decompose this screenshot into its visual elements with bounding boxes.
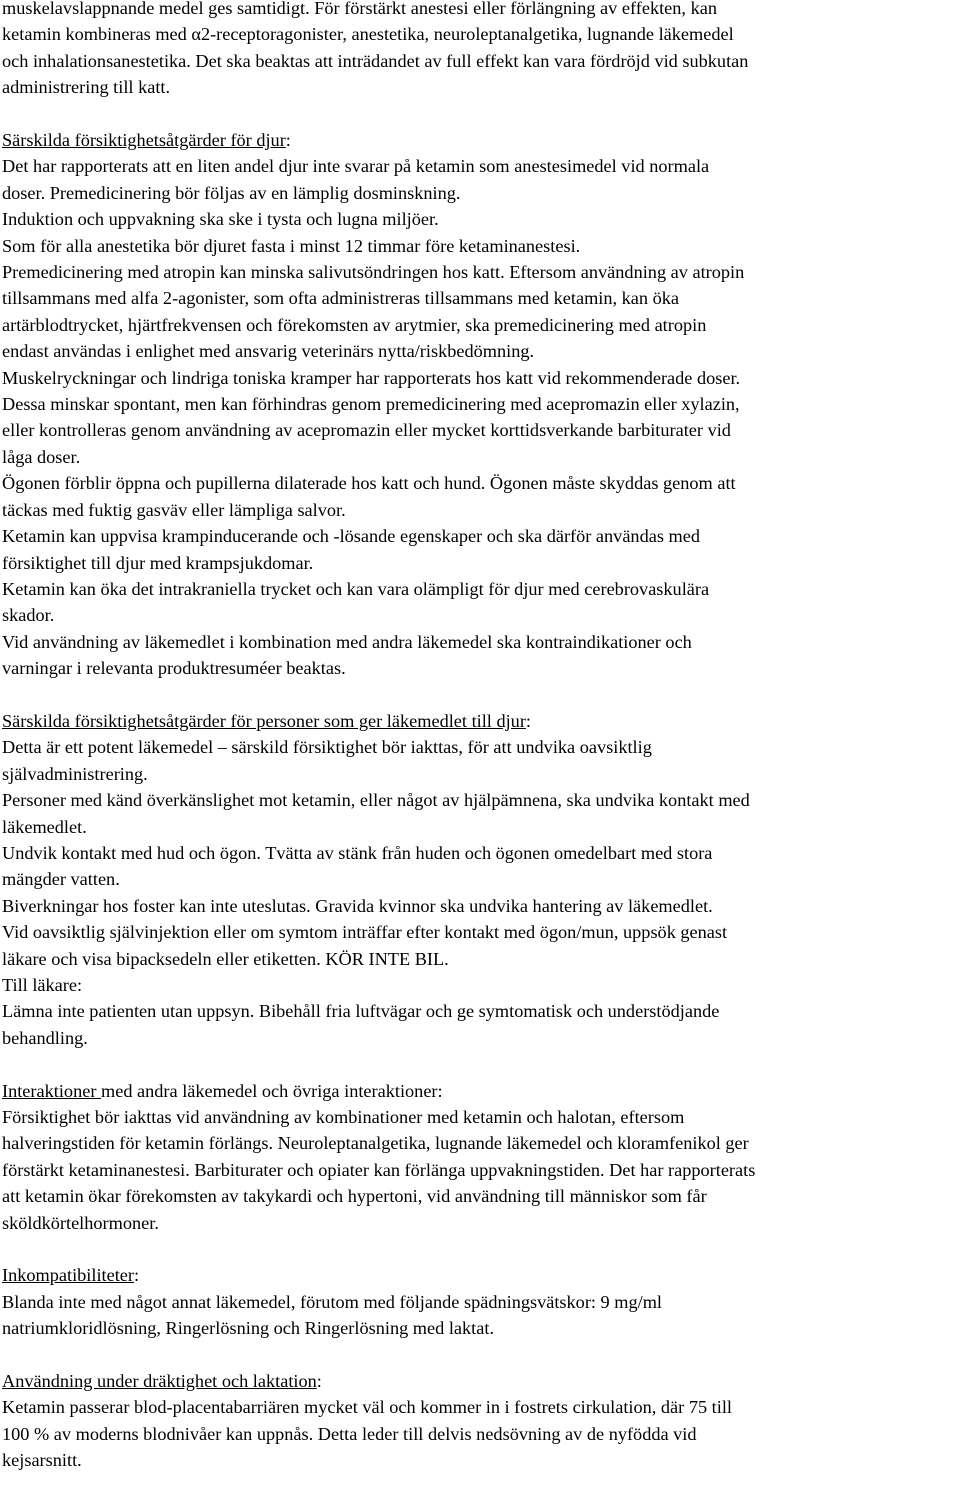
- section-heading-suffix: med andra läkemedel och övriga interaktioner:: [100, 1080, 443, 1101]
- section-pregnancy-lactation: [2, 1368, 958, 1474]
- text-line: varningar i relevanta produktresuméer beaktas.: [2, 658, 346, 679]
- section-heading-text: Särskilda försiktighetsåtgärder för personer som ger läkemedlet till djur: [2, 710, 526, 731]
- text-line: Ögonen förblir öppna och pupillerna dilaterade hos katt och hund. Ögonen måste skyddas genom att: [2, 473, 736, 494]
- text-line: natriumkloridlösning, Ringerlösning och Ringerlösning med laktat.: [2, 1318, 495, 1339]
- text-line: tillsammans med alfa 2-agonister, som ofta administreras tillsammans med ketamin, kan öka: [2, 288, 680, 309]
- text-line: Ketamin kan uppvisa krampinducerande och -lösande egenskaper och ska därför användas med: [2, 526, 700, 547]
- section-animal-precautions: [2, 127, 958, 682]
- text-line: läkemedlet.: [2, 816, 87, 837]
- section-heading-text: Användning under dräktighet och laktation: [2, 1371, 317, 1392]
- text-line: Personer med känd överkänslighet mot ketamin, eller något av hjälpämnena, ska undvika kontakt med: [2, 790, 750, 811]
- text-line: sköldkörtelhormoner.: [2, 1212, 159, 1233]
- text-line: endast användas i enlighet med ansvarig veterinärs nytta/riskbedömning.: [2, 341, 535, 362]
- text-line: Ketamin passerar blod-placentabarriären mycket väl och kommer in i fostrets cirkulation, där 75 till: [2, 1397, 732, 1418]
- section-incompatibilities: [2, 1262, 958, 1341]
- section-heading-suffix: :: [134, 1265, 140, 1286]
- text-line: och inhalationsanestetika. Det ska beaktas att inträdandet av full effekt kan vara fördröjd vid subkutan: [2, 50, 749, 71]
- text-line: Blanda inte med något annat läkemedel, förutom med följande spädningsvätskor: 9 mg/ml: [2, 1291, 662, 1312]
- text-line: 100 % av moderns blodnivåer kan uppnås. Detta leder till delvis nedsövning av de nyfödda vid: [2, 1423, 697, 1444]
- text-line: att ketamin ökar förekomsten av takykardi och hypertoni, vid användning till människor som får: [2, 1186, 707, 1207]
- text-line: täckas med fuktig gasväv eller lämpliga salvor.: [2, 499, 346, 520]
- section-heading: [2, 708, 958, 734]
- text-line: Induktion och uppvakning ska ske i tysta och lugna miljöer.: [2, 209, 439, 230]
- text-line: Vid oavsiktlig självinjektion eller om symtom inträffar efter kontakt med ögon/mun, uppsök genast: [2, 922, 728, 943]
- text-line: förstärkt ketaminanestesi. Barbiturater och opiater kan förlänga uppvakningstiden. Det har rapporterats: [2, 1159, 756, 1180]
- intro-paragraph: [2, 0, 958, 101]
- text-line: kejsarsnitt.: [2, 1450, 82, 1471]
- section-heading-suffix: :: [285, 130, 291, 151]
- text-line: muskelavslappnande medel ges samtidigt. För förstärkt anestesi eller förlängning av effekten, kan: [2, 0, 717, 18]
- text-line: Ketamin kan öka det intrakraniella trycket och kan vara olämpligt för djur med cerebrovaskulära: [2, 578, 710, 599]
- section-person-precautions: [2, 708, 958, 1051]
- text-line: eller kontrolleras genom användning av acepromazin eller mycket korttidsverkande barbiturater vid: [2, 420, 731, 441]
- section-heading: [2, 1262, 958, 1288]
- text-line: Till läkare:: [2, 975, 83, 995]
- text-line: självadministrering.: [2, 763, 148, 784]
- section-heading-suffix: :: [525, 710, 532, 731]
- text-line: Som för alla anestetika bör djuret fasta i minst 12 timmar före ketaminanestesi.: [2, 235, 581, 256]
- section-heading-text: Inkompatibiliteter: [2, 1265, 134, 1286]
- section-heading-text: Särskilda försiktighetsåtgärder för djur: [2, 130, 286, 151]
- text-line: artärblodtrycket, hjärtfrekvensen och förekomsten av arytmier, ska premedicinering med atropin: [2, 314, 707, 335]
- text-line: Det har rapporterats att en liten andel djur inte svarar på ketamin som anestesimedel vid normala: [2, 156, 710, 177]
- section-heading: [2, 1368, 958, 1394]
- section-interactions: [2, 1078, 958, 1236]
- section-heading: [2, 1078, 958, 1104]
- text-line: mängder vatten.: [2, 869, 120, 890]
- text-line: Undvik kontakt med hud och ögon. Tvätta av stänk från huden och ögonen omedelbart med stora: [2, 842, 713, 863]
- text-line: ketamin kombineras med α2-receptoragonister, anestetika, neuroleptanalgetika, lugnande läkemedel: [2, 24, 734, 45]
- section-heading-suffix: :: [316, 1371, 322, 1392]
- text-line: doser. Premedicinering bör följas av en lämplig dosminskning.: [2, 182, 461, 203]
- text-line: Premedicinering med atropin kan minska salivutsöndringen hos katt. Eftersom användning av atropin: [2, 262, 745, 283]
- text-line: Muskelryckningar och lindriga toniska kramper har rapporterats hos katt vid rekommenderade doser.: [2, 367, 741, 388]
- text-line: Vid användning av läkemedlet i kombination med andra läkemedel ska kontraindikationer och: [2, 631, 692, 652]
- text-line: försiktighet till djur med krampsjukdomar.: [2, 552, 314, 573]
- text-line: Försiktighet bör iakttas vid användning av kombinationer med ketamin och halotan, eftersom: [2, 1107, 685, 1128]
- text-line: läkare och visa bipacksedeln eller etiketten. KÖR INTE BIL.: [2, 948, 449, 969]
- text-line: Dessa minskar spontant, men kan förhindras genom premedicinering med acepromazin eller xylazin,: [2, 394, 740, 415]
- text-line: Lämna inte patienten utan uppsyn. Bibehåll fria luftvägar och ge symtomatisk och understödjande: [2, 1001, 720, 1022]
- text-line: halveringstiden för ketamin förlängs. Neuroleptanalgetika, lugnande läkemedel och kloramfenikol ger: [2, 1133, 749, 1154]
- text-line: Biverkningar hos foster kan inte uteslutas. Gravida kvinnor ska undvika hantering av läkemedlet.: [2, 895, 713, 916]
- text-line: låga doser.: [2, 446, 81, 467]
- text-line: Detta är ett potent läkemedel – särskild försiktighet bör iakttas, för att undvika oavsiktlig: [2, 737, 652, 758]
- section-heading: [2, 127, 958, 153]
- section-heading-text: Interaktioner: [2, 1080, 101, 1101]
- text-line: behandling.: [2, 1027, 88, 1048]
- text-line: administrering till katt.: [2, 77, 171, 98]
- text-line: skador.: [2, 605, 55, 626]
